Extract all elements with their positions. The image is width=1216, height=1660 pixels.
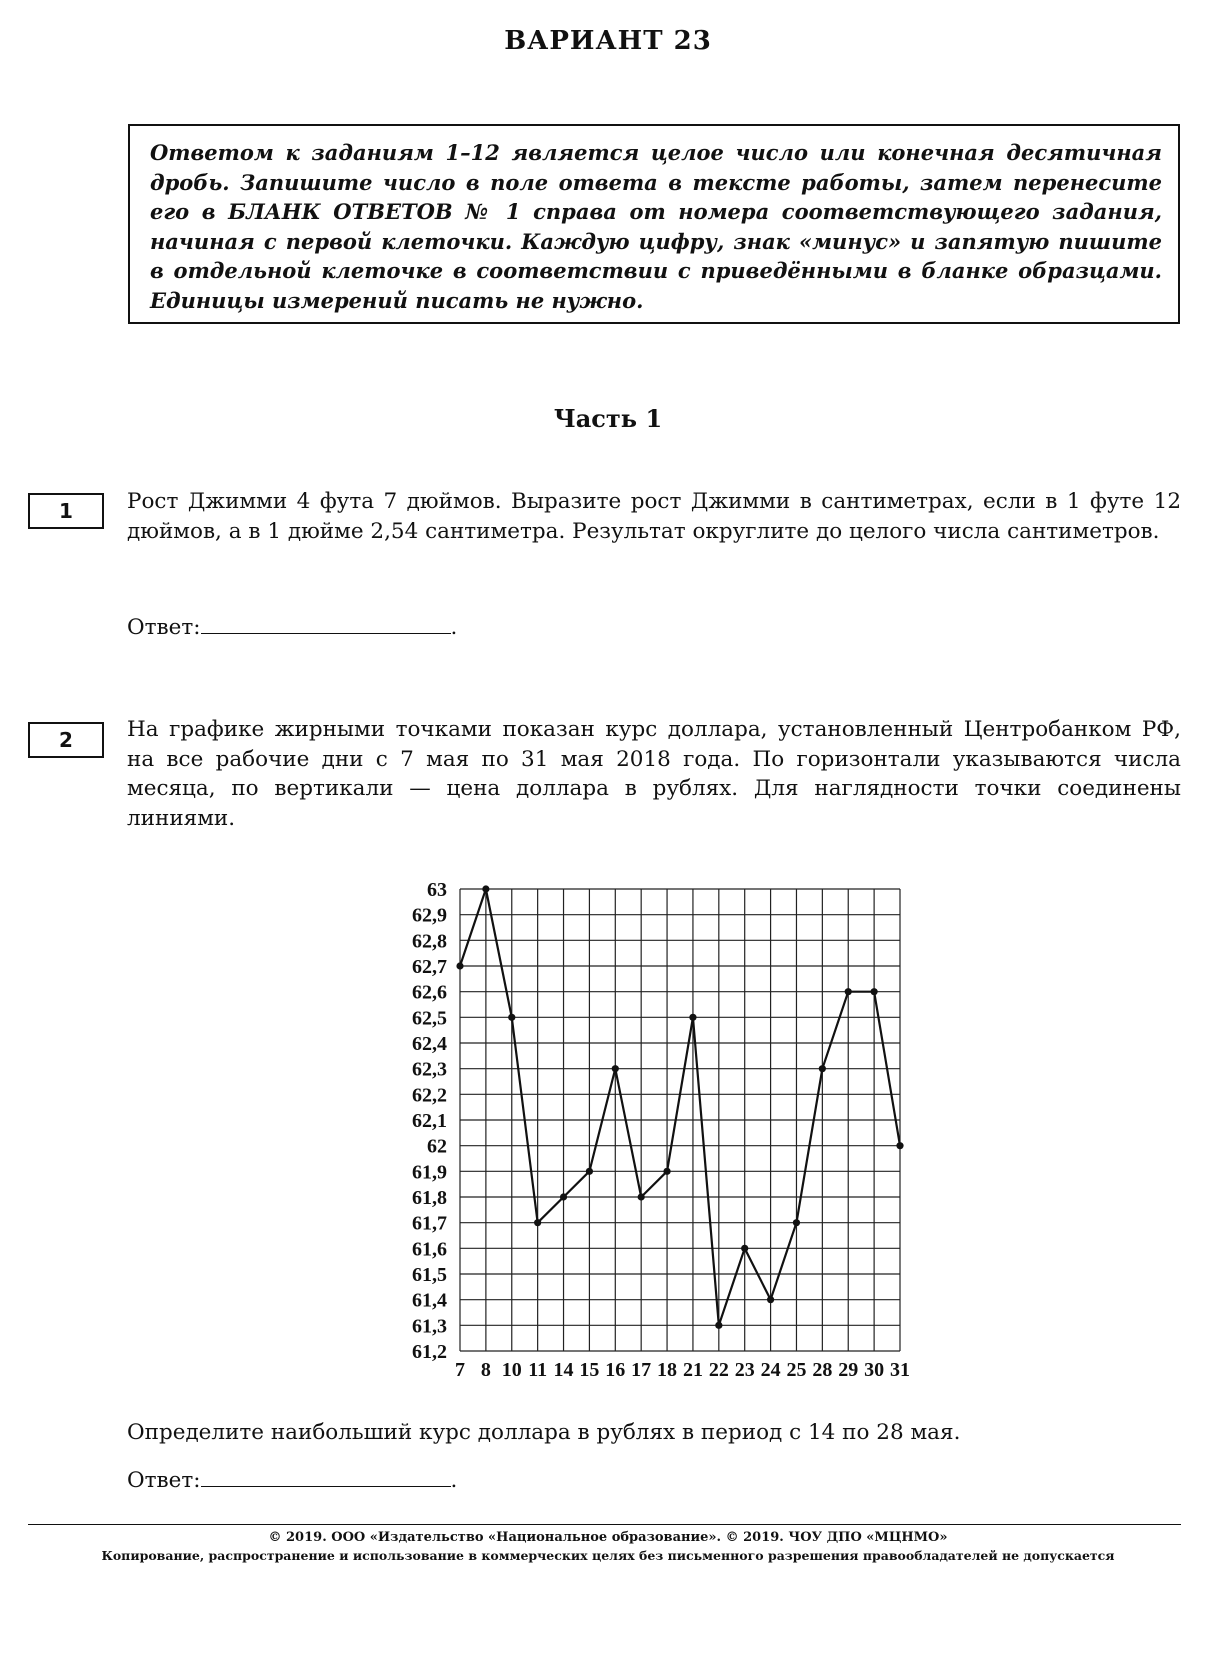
x-tick-label: 23 [734, 1359, 755, 1381]
footer-notice: Копирование, распространение и использование в коммерческих целях без письменного разрешения правообладателей не допускается [101, 1548, 1115, 1563]
data-point [896, 1142, 903, 1149]
y-tick-label: 61,5 [412, 1264, 447, 1286]
data-point [456, 962, 463, 969]
x-tick-label: 8 [480, 1359, 491, 1381]
x-tick-label: 15 [579, 1359, 600, 1381]
data-point [508, 1014, 515, 1021]
series-line [460, 889, 900, 1325]
data-point [560, 1193, 567, 1200]
x-tick-label: 24 [760, 1359, 781, 1381]
task-1-text: Рост Джимми 4 фута 7 дюймов. Выразите рост Джимми в сантиметрах, если в 1 футе 12 дюймов, а в 1 дюйме 2,54 сантиметра. Результат округлите до целого числа сантиметров. [127, 489, 1181, 544]
x-tick-label: 17 [631, 1359, 652, 1381]
y-tick-label: 61,8 [412, 1187, 447, 1209]
x-tick-label: 7 [455, 1359, 465, 1381]
task-1-number: 1 [28, 493, 104, 529]
y-tick-label: 62,6 [412, 981, 447, 1004]
y-tick-label: 63 [427, 879, 447, 901]
data-point [871, 988, 878, 995]
instructions-text: Ответом к заданиям 1–12 является целое число или конечная десятичная дробь. Запишите число в поле ответа в тексте работы, затем перенесите его в БЛАНК ОТВЕТОВ № 1 справа от номера соответствующего задания, начиная с первой клеточки. Каждую цифру, знак «минус» и запятую пишите в отдельной клеточке в соответствии с приведёнными в бланке образцами. Единицы измерений писать не нужно. [150, 140, 1162, 313]
variant-title: ВАРИАНТ 23 [504, 26, 712, 56]
data-point [482, 885, 489, 892]
data-point [845, 988, 852, 995]
x-tick-label: 22 [708, 1359, 729, 1381]
y-tick-label: 62,1 [412, 1110, 447, 1132]
x-tick-label: 11 [528, 1359, 548, 1381]
answer-end: . [450, 615, 458, 640]
x-tick-label: 21 [682, 1359, 703, 1381]
x-tick-label: 18 [657, 1359, 678, 1381]
data-point [767, 1296, 774, 1303]
y-tick-label: 61,3 [412, 1315, 447, 1338]
x-tick-label: 28 [812, 1359, 833, 1381]
footer-divider [28, 1524, 1181, 1525]
x-tick-label: 30 [864, 1359, 885, 1381]
x-tick-label: 10 [501, 1359, 522, 1381]
data-point [689, 1014, 696, 1021]
task-2-text: На графике жирными точками показан курс доллара, установленный Центробанком РФ, на все рабочие дни с 7 мая по 31 мая 2018 года. По горизонтали указываются числа месяца, по вертикали — цена доллара в рублях. Для наглядности точки соединены линиями. [127, 717, 1181, 831]
data-point [586, 1168, 593, 1175]
answer-label: Ответ: [127, 1468, 201, 1493]
task-2-number: 2 [28, 722, 104, 758]
data-point [663, 1168, 670, 1175]
data-point [534, 1219, 541, 1226]
y-tick-label: 61,6 [412, 1238, 447, 1261]
y-tick-label: 62,9 [412, 904, 447, 927]
data-point [741, 1245, 748, 1252]
y-tick-label: 62,5 [412, 1007, 447, 1030]
y-tick-label: 62,7 [412, 956, 447, 978]
part-title: Часть 1 [553, 404, 663, 433]
y-tick-label: 61,2 [412, 1341, 447, 1363]
x-tick-label: 31 [890, 1359, 910, 1381]
data-point [638, 1193, 645, 1200]
y-tick-label: 61,7 [412, 1212, 447, 1235]
chart-grid [460, 889, 900, 1351]
x-axis-labels [455, 1359, 910, 1381]
answer-label: Ответ: [127, 615, 201, 640]
data-point [715, 1322, 722, 1329]
data-point [793, 1219, 800, 1226]
y-tick-label: 62,2 [412, 1084, 447, 1107]
y-axis-labels [412, 879, 447, 1363]
x-tick-label: 14 [553, 1359, 574, 1381]
data-point [612, 1065, 619, 1072]
data-point [819, 1065, 826, 1072]
task-2-answer-field[interactable] [201, 1468, 451, 1487]
x-tick-label: 16 [605, 1359, 626, 1381]
x-tick-label: 29 [838, 1359, 859, 1381]
task-2-answer [127, 1468, 457, 1493]
answer-end: . [450, 1468, 458, 1493]
footer-copyright: © 2019. ООО «Издательство «Национальное образование». © 2019. ЧОУ ДПО «МЦНМО» [268, 1530, 948, 1545]
y-tick-label: 61,4 [412, 1289, 447, 1312]
task-2-question: Определите наибольший курс доллара в рублях в период с 14 по 28 мая. [127, 1420, 961, 1445]
x-tick-label: 25 [786, 1359, 807, 1381]
y-tick-label: 62,4 [412, 1033, 447, 1055]
y-tick-label: 62,3 [412, 1058, 447, 1081]
y-tick-label: 62,8 [412, 930, 447, 953]
y-tick-label: 61,9 [412, 1161, 447, 1184]
y-tick-label: 62 [427, 1135, 447, 1158]
